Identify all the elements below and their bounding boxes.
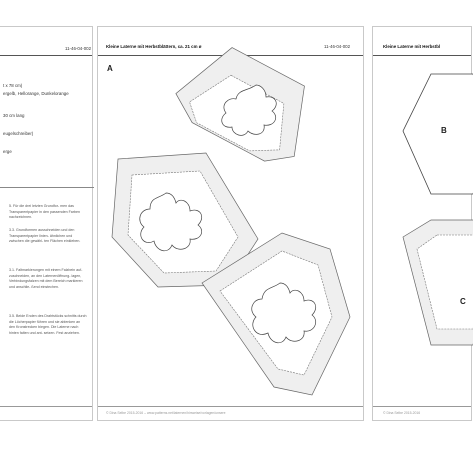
lantern-panel-1 [167,34,325,172]
spec-line: ergelb, Hellorange, Dunkelorange [3,91,69,96]
left-page [0,26,93,421]
lantern-template-a [98,27,365,422]
section-label-a: A [107,64,113,73]
center-doc-id: 11-46-04-002 [324,44,351,49]
instruction-step: 3.5. Beide Enden des Drahtstücks schnitts durch die Löcherpapier führen und sie ablenken an den Kronstrecken biegen. Die Laterne nach hinten falten und ant- setzen. Fest anziehen. [9,314,87,335]
right-page [372,26,472,421]
right-title: Kleine Laterne mit Herbstbl [383,44,441,49]
left-divider [0,187,94,188]
instruction-step: 3.3. Grundformen ausschneiden und den Transparentpapier linien- ähnlichen und zwischen die gewähl- ten Flächen einkleben. [9,228,81,244]
spec-line: eugelschreiber) [3,131,34,136]
left-header-rule [0,55,92,56]
lantern-template-bc [373,27,473,422]
center-footer: © Dina Selbe 2015-2016 – www.patterns.net/laternen/hinweise/vorlagen/unsere [106,411,226,415]
instruction-step: 3.1. Faltmarkierungen mit einem Falzbein auf- zuschneiden, an den Laternenöffnung- lagen, Verbindungsfalzen mit dem Bereich markieren und anschlie- ßend einstechen. [9,268,83,289]
center-page [97,26,364,421]
shape-label-b: B [441,126,447,135]
center-footer-rule [98,406,363,407]
shape-b-outline [403,74,473,194]
shape-label-c: C [460,297,466,306]
left-footer-rule [0,406,92,407]
spec-line: 30 cm lang [3,113,25,118]
right-footer-rule [373,406,471,407]
left-doc-id: 11-46-04-002 [65,46,92,51]
instruction-step: 5. Für die drei letzten Grundfor- men das Transparentpapier in den passenden Farben nachzeichnen. [9,204,80,220]
pattern-title: Kleine Laterne mit Herbstblättern, ca. 21 cm ø [106,44,202,49]
spec-line: t x 78 cm) [3,83,23,88]
spec-line: erge [3,149,12,154]
right-footer: © Dina Selbe 2015-2016 [383,411,421,415]
